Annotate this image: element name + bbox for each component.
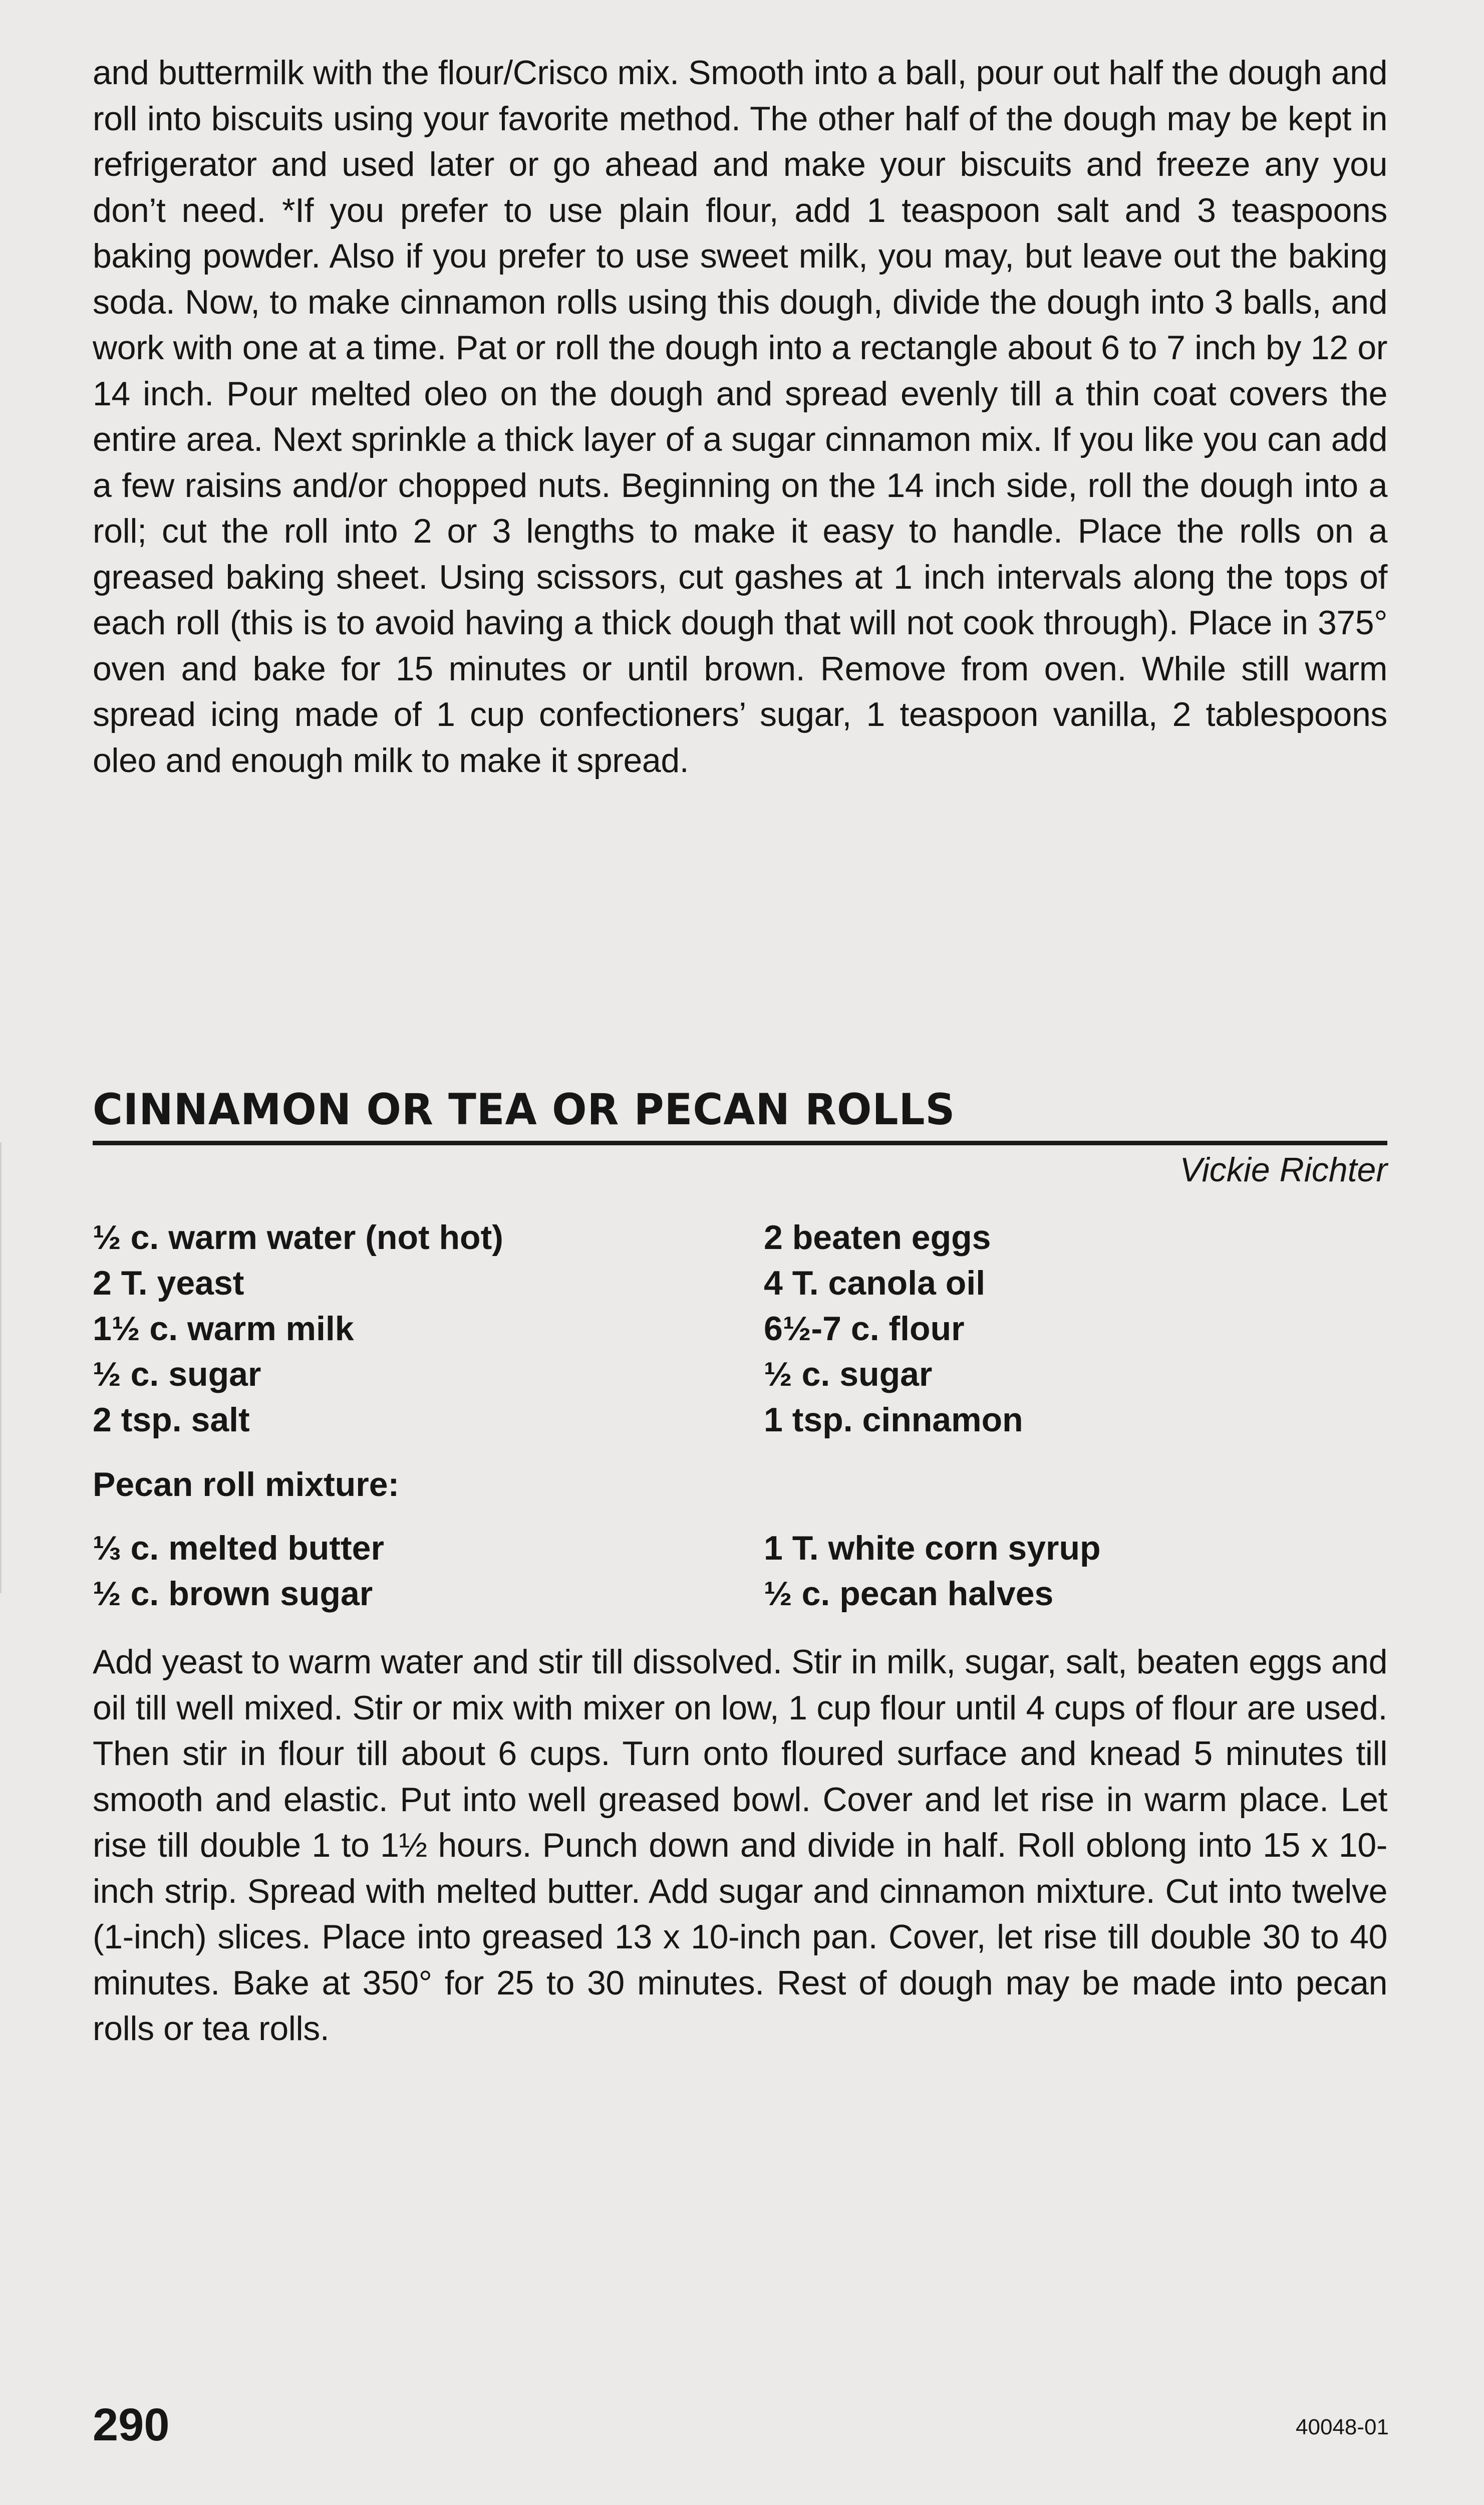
- pecan-ingredients-right-column: [764, 1526, 1101, 1617]
- recipe-directions: Add yeast to warm water and stir till dissolved. Stir in milk, sugar, salt, beaten eggs and oil till well mixed. Stir or mix with mixer on low, 1 cup flour until 4 cups of flour are used. Then stir in flour till about 6 cups. Turn onto floured surface and knead 5 minutes till smooth and elastic. Put into well greased bowl. Cover and let rise in warm place. Let rise till double 1 to 1½ hours. Punch down and divide in half. Roll oblong into 15 x 10-inch strip. Spread with melted butter. Add sugar and cinnamon mixture. Cut into twelve (1-inch) slices. Place into greased 13 x 10-inch pan. Cover, let rise till double 30 to 40 minutes. Bake at 350° for 25 to 30 minutes. Rest of dough may be made into pecan rolls or tea rolls.: [93, 1643, 1387, 2048]
- print-code: 40048-01: [1296, 2415, 1389, 2439]
- ingredient-item: 1 tsp. cinnamon: [764, 1401, 1023, 1439]
- ingredient-item: ½ c. sugar: [764, 1355, 933, 1393]
- ingredient-item: ½ c. sugar: [93, 1355, 261, 1393]
- pecan-ingredients-left-column: [93, 1526, 384, 1617]
- ingredient-item: 1½ c. warm milk: [93, 1310, 354, 1348]
- ingredient-item: 6½-7 c. flour: [764, 1310, 965, 1348]
- ingredient-item: ⅓ c. melted butter: [93, 1529, 384, 1567]
- ingredient-item: 1 T. white corn syrup: [764, 1529, 1101, 1567]
- previous-recipe-continuation: and buttermilk with the flour/Crisco mix. Smooth into a ball, pour out half the dough and roll into biscuits using your favorite method. The other half of the dough may be kept in refrigerator and used later or go ahead and make your biscuits and freeze any you don’t need. *If you prefer to use plain flour, add 1 teaspoon salt and 3 teaspoons baking powder. Also if you prefer to use sweet milk, you may, but leave out the baking soda. Now, to make cinnamon rolls using this dough, divide the dough into 3 balls, and work with one at a time. Pat or roll the dough into a rectangle about 6 to 7 inch by 12 or 14 inch. Pour melted oleo on the dough and spread evenly till a thin coat covers the entire area. Next sprinkle a thick layer of a sugar cinnamon mix. If you like you can add a few raisins and/or chopped nuts. Beginning on the 14 inch side, roll the dough into a roll; cut the roll into 2 or 3 lengths to make it easy to handle. Place the rolls on a greased baking sheet. Using scissors, cut gashes at 1 inch intervals along the tops of each roll (this is to avoid having a thick dough that will not cook through). Place in 375° oven and bake for 15 minutes or until brown. Remove from oven. While still warm spread icing made of 1 cup confectioners’ sugar, 1 teaspoon vanilla, 2 tablespoons oleo and enough milk to make it spread.: [93, 54, 1387, 780]
- ingredient-item: 2 tsp. salt: [93, 1401, 250, 1439]
- pecan-mixture-heading: Pecan roll mixture:: [93, 1465, 400, 1504]
- ingredient-item: ½ c. warm water (not hot): [93, 1218, 503, 1257]
- ingredient-item: 2 beaten eggs: [764, 1218, 991, 1257]
- page-edge-shadow: [0, 1142, 2, 1593]
- ingredient-item: 4 T. canola oil: [764, 1264, 986, 1302]
- ingredients-right-column: [764, 1215, 1023, 1443]
- recipe-title: CINNAMON OR TEA OR PECAN ROLLS: [93, 1085, 956, 1135]
- page-number: 290: [93, 2399, 170, 2450]
- ingredient-item: 2 T. yeast: [93, 1264, 244, 1302]
- ingredients-left-column: [93, 1215, 503, 1443]
- recipe-author: Vickie Richter: [1179, 1151, 1387, 1189]
- title-underline: [93, 1141, 1387, 1145]
- ingredient-item: ½ c. brown sugar: [93, 1575, 373, 1613]
- recipe-title-block: [93, 1085, 1387, 1135]
- ingredient-item: ½ c. pecan halves: [764, 1575, 1054, 1613]
